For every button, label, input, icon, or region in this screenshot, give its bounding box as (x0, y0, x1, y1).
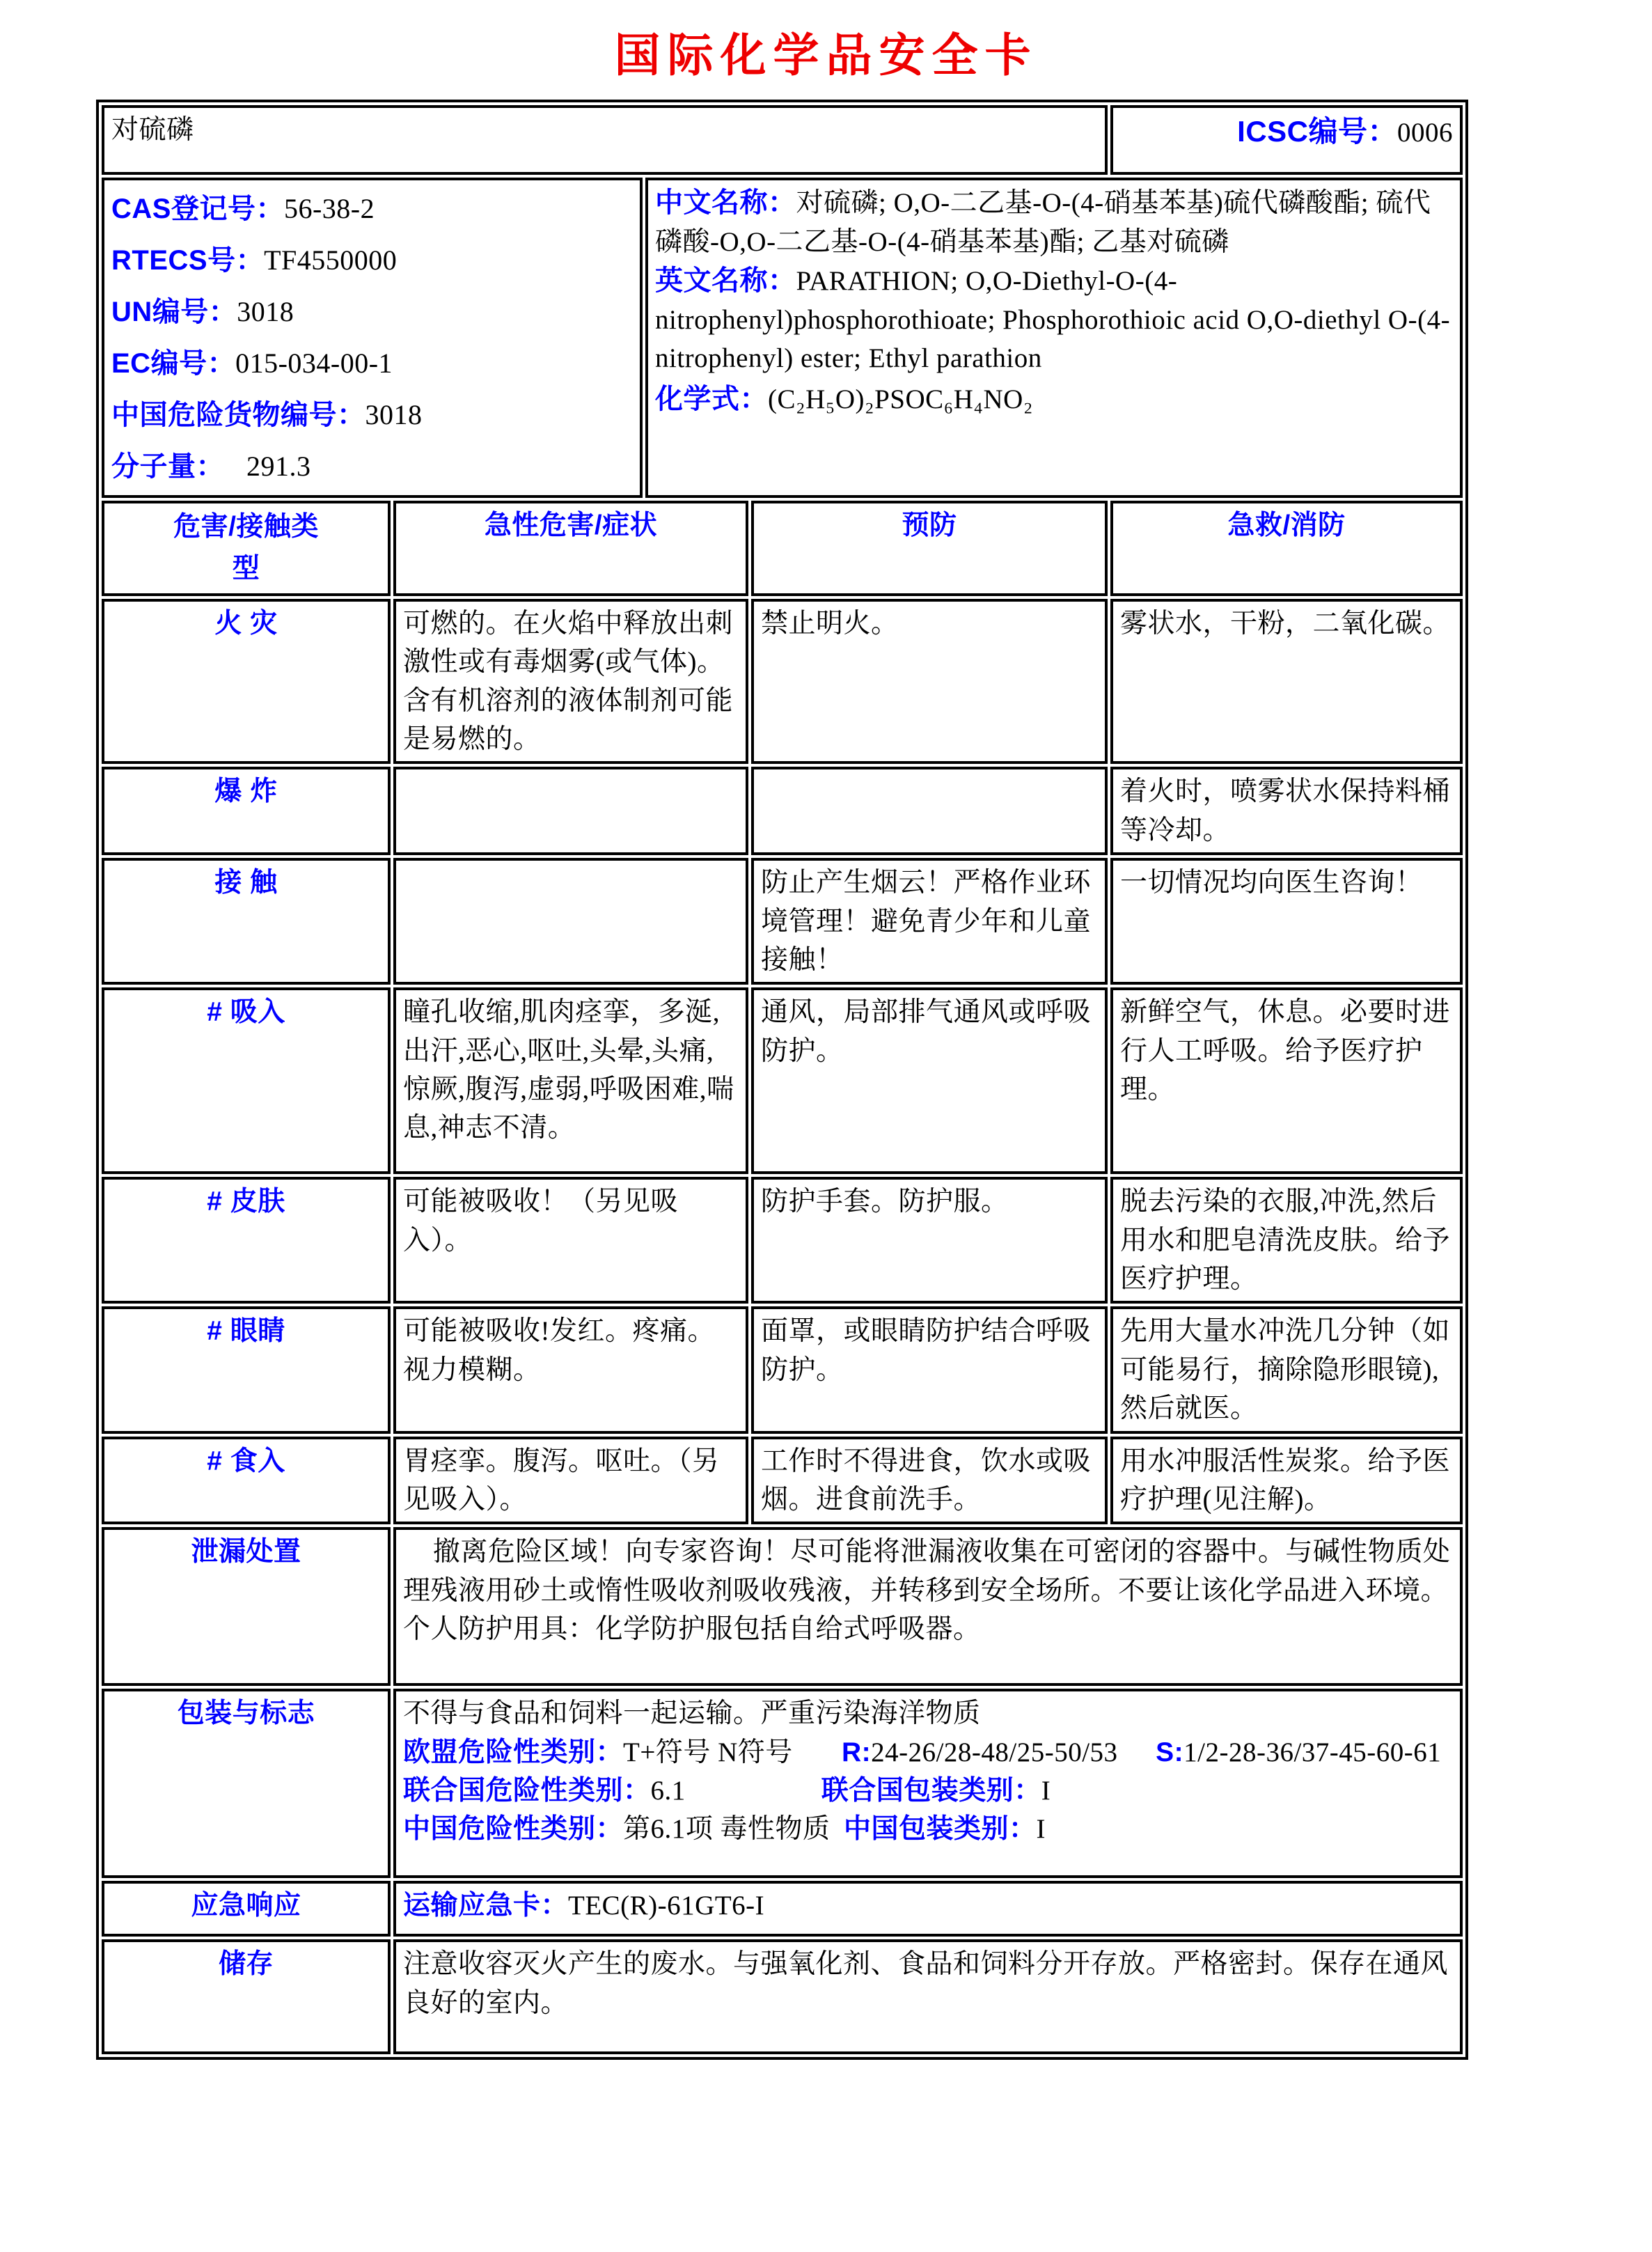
un-value: 3018 (237, 296, 294, 327)
inhalation-label: # 吸入 (102, 987, 391, 1174)
explosion-row (102, 767, 1463, 855)
eu-class-label: 欧盟危险性类别： (403, 1737, 624, 1767)
r-value: 24-26/28-48/25-50/53 (871, 1737, 1118, 1767)
rtecs-label: RTECS号： (111, 245, 265, 276)
explosion-label: 爆 炸 (102, 767, 391, 855)
explosion-first-aid: 着火时，喷雾状水保持料桶等冷却。 (1110, 767, 1463, 855)
packaging-cn-line (403, 1810, 1453, 1848)
storage-text: 注意收容灭火产生的废水。与强氧化剂、食品和饲料分开存放。严格密封。保存在通风良好的室内。 (393, 1939, 1463, 2054)
packaging-eu-line (403, 1733, 1453, 1772)
packaging-transport-note: 不得与食品和饲料一起运输。严重污染海洋物质 (403, 1698, 981, 1729)
icsc-card-table (96, 100, 1468, 2060)
cn-class-label: 中国危险性类别： (403, 1814, 624, 1845)
eyes-row (102, 1306, 1463, 1433)
fire-row (102, 599, 1463, 765)
fire-prevention: 禁止明火。 (751, 599, 1108, 765)
inhalation-prevention: 通风，局部排气通风或呼吸防护。 (751, 987, 1108, 1174)
un-line (111, 286, 633, 338)
spill-label: 泄漏处置 (102, 1527, 391, 1686)
packaging-un-line (403, 1772, 1453, 1810)
id-right-cell (645, 178, 1463, 498)
exposure-label: 接 触 (102, 858, 391, 985)
ingestion-row (102, 1437, 1463, 1525)
fire-first-aid: 雾状水，干粉，二氧化碳。 (1110, 599, 1463, 765)
skin-prevention: 防护手套。防护服。 (751, 1177, 1108, 1304)
cn-dg-line (111, 389, 633, 441)
transport-card-value: TEC(R)-61GT6-I (568, 1891, 765, 1921)
storage-row (102, 1939, 1463, 2054)
eyes-symptoms: 可能被吸收!发红。疼痛。视力模糊。 (393, 1306, 748, 1433)
rtecs-value: TF4550000 (264, 244, 398, 276)
formula-value: (C₂H₅O)₂PSOC₆H₄NO₂ (768, 384, 1033, 414)
s-label: S: (1156, 1737, 1184, 1767)
eyes-prevention: 面罩，或眼睛防护结合呼吸防护。 (751, 1306, 1108, 1433)
ingestion-label: # 食入 (102, 1437, 391, 1525)
packaging-cell (393, 1689, 1463, 1878)
title-row (102, 105, 1463, 175)
inhalation-symptoms: 瞳孔收缩,肌肉痉挛，多涎,出汗,恶心,呕吐,头晕,头痛,惊厥,腹泻,虚弱,呼吸困难,喘息,神志不清。 (393, 987, 748, 1174)
cn-class-value: 第6.1项 毒性物质 (623, 1814, 831, 1845)
cn-pack-label: 中国包装类别： (844, 1814, 1037, 1845)
emergency-row (102, 1881, 1463, 1937)
formula-line (655, 380, 1453, 419)
header-hazard-type-text: 危害/接触类型 (173, 512, 319, 584)
chemical-name: 对硫磷 (102, 105, 1108, 175)
cas-label: CAS登记号： (111, 194, 284, 224)
header-symptoms: 急性危害/症状 (393, 501, 748, 596)
ec-value: 015-034-00-1 (235, 347, 393, 379)
eyes-label: # 眼睛 (102, 1306, 391, 1433)
inhalation-row (102, 987, 1463, 1174)
cn-pack-value: I (1036, 1814, 1046, 1845)
un-label: UN编号： (111, 297, 237, 327)
header-first-aid: 急救/消防 (1110, 501, 1463, 596)
cn-name-value: 对硫磷; O,O-二乙基-O-(4-硝基苯基)硫代磷酸酯; 硫代磷酸-O,O-二乙基-O-(4-硝基苯基)酯; 乙基对硫磷 (655, 188, 1431, 257)
packaging-row (102, 1689, 1463, 1878)
icsc-number: 0006 (1397, 118, 1454, 148)
icsc-page (0, 18, 1652, 2252)
page-title: 国际化学品安全卡 (614, 31, 1038, 81)
storage-label: 储存 (102, 1939, 391, 2054)
cas-value: 56-38-2 (283, 193, 375, 224)
formula-label: 化学式： (655, 383, 768, 414)
ingestion-first-aid: 用水冲服活性炭浆。给予医疗护理(见注解)。 (1110, 1437, 1463, 1525)
skin-symptoms: 可能被吸收！（另见吸入）。 (393, 1177, 748, 1304)
mw-label: 分子量： (111, 451, 224, 482)
eu-class-value: T+符号 N符号 (623, 1737, 793, 1767)
emergency-label: 应急响应 (102, 1881, 391, 1937)
un-pack-label: 联合国包装类别： (821, 1776, 1041, 1806)
skin-row (102, 1177, 1463, 1304)
exposure-symptoms (393, 858, 748, 985)
header-hazard-type (102, 501, 391, 596)
un-class-label: 联合国危险性类别： (403, 1776, 651, 1806)
hazard-header-row (102, 501, 1463, 596)
cn-dg-label: 中国危险货物编号： (111, 400, 365, 430)
explosion-prevention (751, 767, 1108, 855)
header-prevention: 预防 (751, 501, 1108, 596)
transport-card-label: 运输应急卡： (403, 1891, 569, 1921)
ec-label: EC编号： (111, 348, 236, 379)
mw-line (111, 441, 633, 492)
eyes-first-aid: 先用大量水冲洗几分钟（如可能易行，摘除隐形眼镜),然后就医。 (1110, 1306, 1463, 1433)
identification-row (102, 178, 1463, 498)
fire-label: 火 灾 (102, 599, 391, 765)
ingestion-symptoms: 胃痉挛。腹泻。呕吐。（另见吸入）。 (393, 1437, 748, 1525)
cas-line (111, 183, 633, 235)
emergency-cell (393, 1881, 1463, 1937)
en-name-label: 英文名称： (655, 265, 796, 297)
skin-label: # 皮肤 (102, 1177, 391, 1304)
cn-name-label: 中文名称： (655, 187, 796, 218)
un-pack-value: I (1041, 1776, 1051, 1806)
mw-value: 291.3 (246, 451, 311, 482)
explosion-symptoms (393, 767, 748, 855)
inhalation-first-aid: 新鲜空气，休息。必要时进行人工呼吸。给予医疗护理。 (1110, 987, 1463, 1174)
exposure-first-aid: 一切情况均向医生咨询！ (1110, 858, 1463, 985)
rtecs-line (111, 235, 633, 286)
cn-dg-value: 3018 (365, 399, 423, 430)
ec-line (111, 338, 633, 389)
skin-first-aid: 脱去污染的衣服,冲洗,然后用水和肥皂清洗皮肤。给予医疗护理。 (1110, 1177, 1463, 1304)
r-label: R: (841, 1737, 872, 1767)
s-value: 1/2-28-36/37-45-60-61 (1183, 1737, 1442, 1767)
exposure-prevention: 防止产生烟云！严格作业环境管理！避免青少年和儿童接触！ (751, 858, 1108, 985)
en-name-value: PARATHION; O,O-Diethyl-O-(4-nitrophenyl)phosphorothioate; Phosphorothioic acid O,O-diethyl O-(4-nitrophenyl) ester; Ethyl parathion (655, 266, 1451, 374)
id-left-cell (102, 178, 643, 498)
ingestion-prevention: 工作时不得进食，饮水或吸烟。进食前洗手。 (751, 1437, 1108, 1525)
spill-text: 撤离危险区域！向专家咨询！尽可能将泄漏液收集在可密闭的容器中。与碱性物质处理残液用砂土或惰性吸收剂吸收残液，并转移到安全场所。不要让该化学品进入环境。个人防护用具：化学防护服包括自给式呼吸器。 (393, 1527, 1463, 1686)
packaging-label: 包装与标志 (102, 1689, 391, 1878)
icsc-cell (1110, 105, 1463, 175)
icsc-label: ICSC编号： (1237, 115, 1398, 148)
spill-row (102, 1527, 1463, 1686)
fire-symptoms: 可燃的。在火焰中释放出刺激性或有毒烟雾(或气体)。含有机溶剂的液体制剂可能是易燃的。 (393, 599, 748, 765)
exposure-row (102, 858, 1463, 985)
un-class-value: 6.1 (650, 1776, 686, 1806)
